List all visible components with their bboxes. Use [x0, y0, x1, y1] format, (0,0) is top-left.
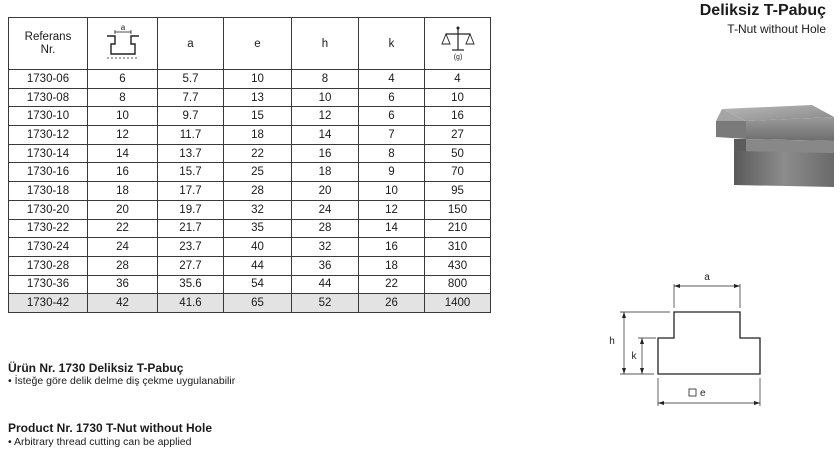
a-cell: 7.7: [158, 88, 224, 107]
ref-cell: 1730-20: [9, 200, 88, 219]
a-cell: 27.7: [158, 256, 224, 275]
section-en-bullet: • Arbitrary thread cutting can be applied: [8, 436, 192, 448]
ref-cell: 1730-08: [9, 88, 88, 107]
a-cell: 15.7: [158, 163, 224, 182]
ref-cell: 1730-28: [9, 256, 88, 275]
e-cell: 15: [224, 107, 292, 126]
ref-cell: 1730-24: [9, 238, 88, 257]
weight-cell: 1400: [425, 294, 491, 313]
dim-label-e: e: [700, 388, 706, 399]
table-row: [9, 182, 491, 201]
weight-cell: 800: [425, 275, 491, 294]
k-cell: 14: [359, 219, 425, 238]
col-header-ref: [9, 18, 88, 70]
h-cell: 44: [292, 275, 359, 294]
slot-size-cell: 20: [88, 200, 158, 219]
ref-cell: 1730-36: [9, 275, 88, 294]
col-header-k: k: [359, 18, 425, 70]
h-cell: 20: [292, 182, 359, 201]
col-header-slot: [88, 18, 158, 70]
e-cell: 18: [224, 126, 292, 145]
e-cell: 44: [224, 256, 292, 275]
table-row: [9, 70, 491, 89]
weight-cell: 4: [425, 70, 491, 89]
slot-size-cell: 8: [88, 88, 158, 107]
ref-cell: 1730-22: [9, 219, 88, 238]
weight-cell: 27: [425, 126, 491, 145]
e-cell: 13: [224, 88, 292, 107]
section-tr-bullet: • İsteğe göre delik delme diş çekme uygulanabilir: [8, 375, 236, 387]
k-cell: 12: [359, 200, 425, 219]
weight-unit-label: (g): [453, 54, 462, 61]
col-header-e: e: [224, 18, 292, 70]
slot-icon-label: a: [120, 23, 125, 32]
ref-cell: 1730-14: [9, 144, 88, 163]
h-cell: 24: [292, 200, 359, 219]
e-cell: 32: [224, 200, 292, 219]
slot-size-cell: 12: [88, 126, 158, 145]
section-en-title: Product Nr. 1730 T-Nut without Hole: [8, 421, 213, 435]
a-cell: 41.6: [158, 294, 224, 313]
product-title-en: T-Nut without Hole: [727, 22, 826, 36]
table-row: [9, 200, 491, 219]
ref-cell: 1730-18: [9, 182, 88, 201]
slot-size-cell: 6: [88, 70, 158, 89]
h-cell: 52: [292, 294, 359, 313]
ref-cell: 1730-10: [9, 107, 88, 126]
ref-cell: 1730-06: [9, 70, 88, 89]
weight-cell: 10: [425, 88, 491, 107]
weight-cell: 70: [425, 163, 491, 182]
ref-cell: 1730-12: [9, 126, 88, 145]
weight-cell: 95: [425, 182, 491, 201]
dim-label-a: a: [704, 272, 710, 283]
k-cell: 18: [359, 256, 425, 275]
section-tr-title: Ürün Nr. 1730 Deliksiz T-Pabuç: [8, 361, 184, 375]
weight-cell: 50: [425, 144, 491, 163]
tnut-dimension-drawing: [590, 262, 840, 412]
tnut-photo: [694, 95, 834, 205]
a-cell: 35.6: [158, 275, 224, 294]
slot-size-cell: 18: [88, 182, 158, 201]
slot-size-cell: 42: [88, 294, 158, 313]
table-row: [9, 294, 491, 313]
a-cell: 21.7: [158, 219, 224, 238]
h-cell: 32: [292, 238, 359, 257]
table-row: [9, 144, 491, 163]
a-cell: 23.7: [158, 238, 224, 257]
ref-cell: 1730-16: [9, 163, 88, 182]
h-cell: 36: [292, 256, 359, 275]
a-cell: 5.7: [158, 70, 224, 89]
table-row: [9, 126, 491, 145]
table-row: [9, 219, 491, 238]
e-cell: 28: [224, 182, 292, 201]
k-cell: 8: [359, 144, 425, 163]
table-header-row: [9, 18, 491, 70]
slot-size-cell: 28: [88, 256, 158, 275]
slot-size-cell: 22: [88, 219, 158, 238]
k-cell: 16: [359, 238, 425, 257]
weight-cell: 16: [425, 107, 491, 126]
k-cell: 22: [359, 275, 425, 294]
weight-cell: 430: [425, 256, 491, 275]
dimension-table: [8, 17, 491, 313]
h-cell: 16: [292, 144, 359, 163]
a-cell: 9.7: [158, 107, 224, 126]
k-cell: 10: [359, 182, 425, 201]
dim-label-h: h: [609, 336, 615, 347]
table-row: [9, 238, 491, 257]
slot-size-cell: 10: [88, 107, 158, 126]
ref-cell: 1730-42: [9, 294, 88, 313]
table-row: [9, 107, 491, 126]
a-cell: 17.7: [158, 182, 224, 201]
dim-label-k: k: [631, 351, 637, 362]
table-row: [9, 88, 491, 107]
e-cell: 40: [224, 238, 292, 257]
product-title-tr: Deliksiz T-Pabuç: [699, 2, 826, 19]
k-cell: 6: [359, 88, 425, 107]
col-header-h: h: [292, 18, 359, 70]
t-slot-icon: [101, 22, 145, 62]
slot-size-cell: 14: [88, 144, 158, 163]
col-header-a: a: [158, 18, 224, 70]
k-cell: 9: [359, 163, 425, 182]
scale-icon: [438, 22, 478, 62]
k-cell: 7: [359, 126, 425, 145]
h-cell: 10: [292, 88, 359, 107]
a-cell: 11.7: [158, 126, 224, 145]
e-cell: 54: [224, 275, 292, 294]
e-cell: 10: [224, 70, 292, 89]
slot-size-cell: 36: [88, 275, 158, 294]
slot-size-cell: 16: [88, 163, 158, 182]
weight-cell: 310: [425, 238, 491, 257]
table-row: [9, 163, 491, 182]
k-cell: 26: [359, 294, 425, 313]
h-cell: 18: [292, 163, 359, 182]
e-cell: 25: [224, 163, 292, 182]
weight-cell: 150: [425, 200, 491, 219]
weight-cell: 210: [425, 219, 491, 238]
k-cell: 6: [359, 107, 425, 126]
h-cell: 28: [292, 219, 359, 238]
e-cell: 22: [224, 144, 292, 163]
k-cell: 4: [359, 70, 425, 89]
h-cell: 8: [292, 70, 359, 89]
table-row: [9, 275, 491, 294]
h-cell: 14: [292, 126, 359, 145]
a-cell: 13.7: [158, 144, 224, 163]
e-cell: 65: [224, 294, 292, 313]
col-header-weight: [425, 18, 491, 70]
h-cell: 12: [292, 107, 359, 126]
ref-header-label: Referans Nr.: [24, 30, 72, 56]
a-cell: 19.7: [158, 200, 224, 219]
slot-size-cell: 24: [88, 238, 158, 257]
table-row: [9, 256, 491, 275]
e-cell: 35: [224, 219, 292, 238]
